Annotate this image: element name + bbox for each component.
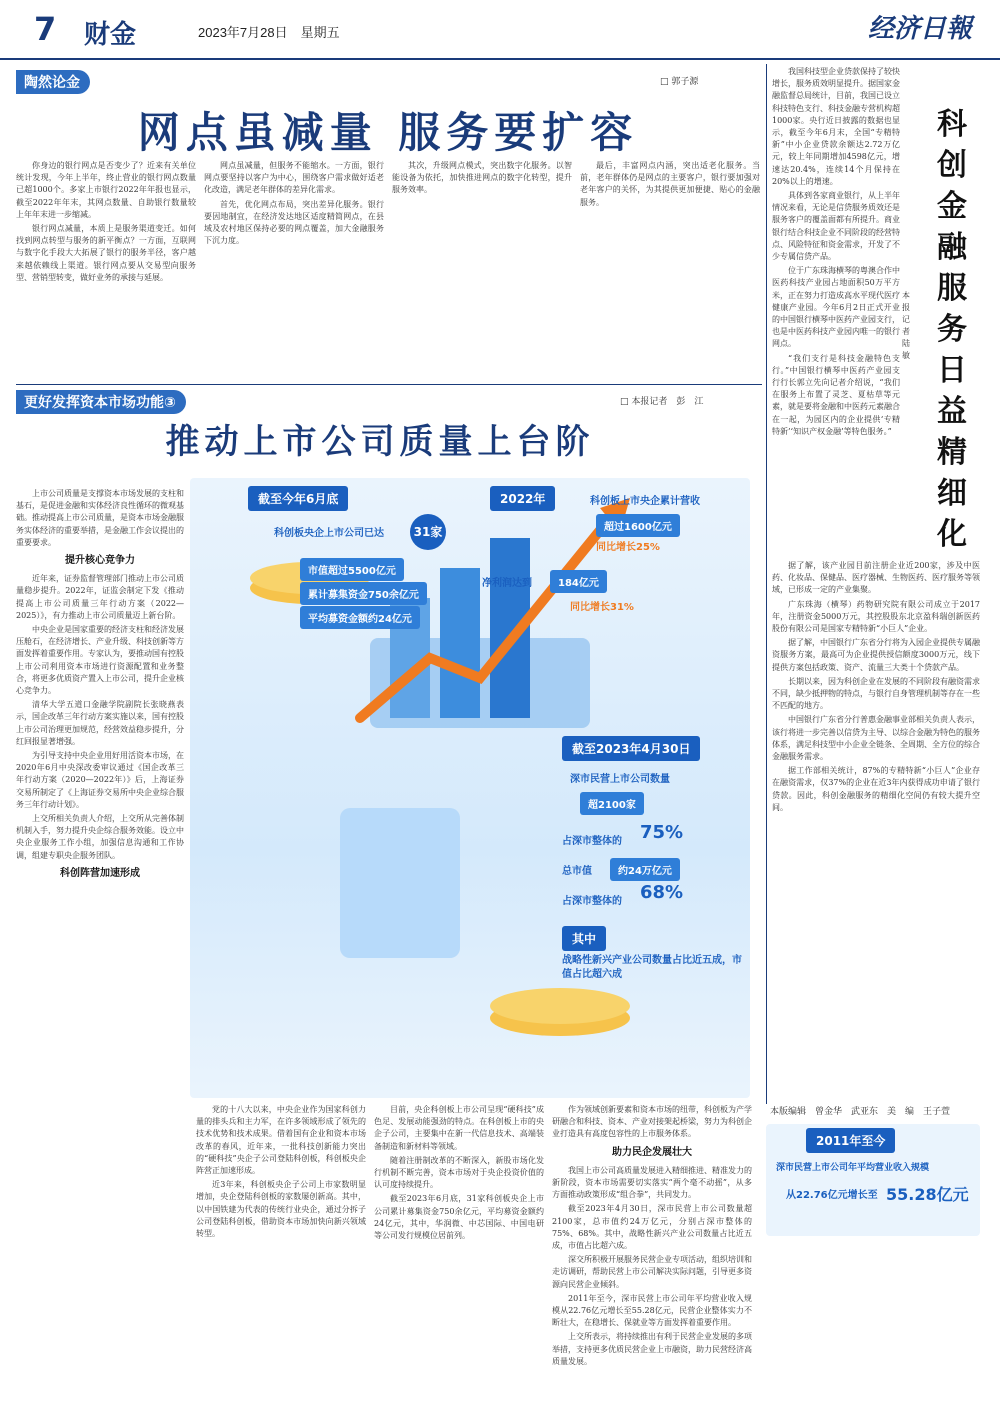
article2-paragraph: 清华大学五道口金融学院副院长张晓燕表示，国企改革三年行动方案实施以来，国有控股上市公司治理更加规范，经营效益稳步提升，分红回报显著增强。 <box>16 700 184 746</box>
page-number: 7 <box>34 10 57 48</box>
article2-paragraph: 中央企业是国家重要的经济支柱和经济发展压舱石，在经济增长、产业升级、科技创新等方面发挥着重要作用。专家认为，要推动国有控股上市公司利用资本市场进行资源配置和业务整合，将更多优质资产置入上市公司，提升企业核心竞争力。 <box>16 625 184 696</box>
panel2-growth: 同比增长25% <box>596 542 660 553</box>
panel3-note: 战略性新兴产业公司数量占比近五成，市值占比超六成 <box>562 955 742 980</box>
subheading: 科创阵营加速形成 <box>60 867 140 879</box>
article1-col4 <box>580 160 760 382</box>
sidebar-paragraph: “我们支行是科技金融特色支行。”中国银行横琴中医药产业园支行行长郭立先向记者介绍说，“我们在服务上布置了灵芝、夏枯草等元素，就是要将金融和中医药元素融合在一起，为园区内的企业提供‘专精特新’‘知识产权金融’等特色服务。” <box>772 353 900 436</box>
paper-logo: 经济日報 <box>867 14 972 44</box>
infographic-illustration <box>190 478 750 1098</box>
bottom-infographic <box>766 1124 980 1236</box>
article2-paragraph: 近年来，证券监督管理部门推动上市公司质量稳步提升。2022年，证监会制定下发《推动提高上市公司质量三年行动方案（2022—2025）》，有力推动上市公司质量迈上新台阶。 <box>16 574 184 620</box>
article2-paragraph: 2011年至今，深市民营上市公司年平均营业收入规模从22.76亿元增长至55.28亿元，民营企业整体实力不断壮大，在稳增长、保就业等方面发挥着重要作用。 <box>552 1293 752 1328</box>
article2-paragraph: 随着注册制改革的不断深入，新股市场化发行机制不断完善，资本市场对于央企投资价值的认可度持续提升。 <box>374 1155 544 1190</box>
article1-col2 <box>204 160 384 382</box>
bottom-from: 从22.76亿元增长至 <box>786 1190 878 1201</box>
article2-col4 <box>552 1104 752 1408</box>
article1-paragraph: 你身边的银行网点是否变少了？近来有关单位统计发现，今年上半年，终止营业的银行网点数量已超1000个。多家上市银行2022年年报也显示，截至2022年年末，其网点数量、自助银行数量较上年年末进一步缩减。 <box>16 161 196 219</box>
article2-paragraph: 我国上市公司高质量发展进入精细推进、精准发力的新阶段，资本市场需要切实落实“两个毫不动摇”，从多方面推动政策形成“组合拳”，共同发力。 <box>552 1165 752 1200</box>
article2-paragraph: 截至2023年4月30日，深市民营上市公司数量超2100家，总市值约24万亿元，分别占深市整体的75%、68%。其中，战略性新兴产业公司数量占比近五成，市值占比超六成。 <box>552 1204 752 1251</box>
article2-paragraph: 深交所积极开展服务民营企业专项活动，组织培训和走访调研，帮助民营上市公司解决实际问题，引导更多资源向民营企业倾斜。 <box>552 1255 752 1289</box>
bottom-label: 深市民营上市公司年平均营业收入规模 <box>776 1163 930 1173</box>
article1-paragraph: 其次，升级网点模式，突出数字化服务。以智能设备为依托，加快推进网点的数字化转型，提升服务效率。 <box>392 161 572 195</box>
panel1-tag: 截至今年6月底 <box>248 486 348 511</box>
article1-paragraph: 银行网点减量，本质上是服务渠道变迁。如何找到网点转型与服务的新平衡点？一方面，互联网与数字化手段大大拓展了银行的服务半径，客户越来越依赖线上渠道。银行网点要从交易型向服务型、营销型转变，做好业务的承接与延展。 <box>16 224 196 282</box>
article2-paragraph: 为引导支持中央企业用好用活资本市场，在2020年6月中央深改委审议通过《国企改革三年行动方案（2020—2022年）》后，上海证券交易所制定了《上海证券交易所中央企业综合服务三年行动计划》。 <box>16 751 184 809</box>
section-title: 财金 <box>84 20 137 50</box>
panel2-growth: 同比增长31% <box>570 602 634 613</box>
article1-paragraph: 最后，丰富网点内涵，突出适老化服务。当前，老年群体仍是网点的主要客户，银行要加强对老年客户的关怀，为其提供更加便捷、贴心的金融服务。 <box>580 161 760 207</box>
article2-paragraph: 截至2023年6月底，31家科创板央企上市公司累计募集资金750余亿元，平均募资金额约24亿元，其中，华润微、中芯国际、中国电研等公司发行规模位居前列。 <box>374 1194 544 1241</box>
sidebar-byline: 本报记者 陆 敏 <box>902 291 918 360</box>
subheading: 助力民企发展壮大 <box>612 1146 692 1158</box>
panel1-count: 31家 <box>410 514 446 550</box>
panel1-label: 科创板央企上市公司已达 <box>274 528 384 539</box>
sidebar-paragraph: 具体到各家商业银行，从上半年情况来看，无论是信贷服务质效还是服务客户的覆盖面都有所提升。商业银行结合科技企业不同阶段的经营特点、风险特征和资金需求，开发了不少专属信贷产品。 <box>772 191 900 262</box>
panel1-item: 累计募集资金750余亿元 <box>300 582 427 605</box>
bottom-to: 55.28亿元 <box>886 1185 969 1204</box>
panel3-mv-label: 总市值 <box>562 866 592 877</box>
masthead <box>0 0 1000 60</box>
sidebar-paragraph: 长期以来，因为科创企业在发展的不同阶段有融资需求不同，缺少抵押物的特点，与银行自身管理机制等存在一些不匹配的地方。 <box>772 676 980 711</box>
article1-paragraph: 首先，优化网点布局，突出差异化服务。银行要因地制宜，在经济发达地区适度精简网点，在县域及农村地区保持必要的网点覆盖，加大金融服务下沉力度。 <box>204 199 384 246</box>
panel3-share-label: 占深市整体的 <box>562 836 622 847</box>
panel2-tag: 2022年 <box>490 486 555 511</box>
bottom-tag: 2011年至今 <box>806 1128 895 1153</box>
editor-credit: 本版编辑 曾金华 武亚东 美 编 王子萱 <box>770 1107 951 1117</box>
article2-paragraph: 党的十八大以来，中央企业作为国家科创力量的排头兵和主力军，在许多领域形成了领先的技术优势和技术成果。借着国有企业和资本市场改革的春风，近年来，一批科技创新能力突出的“硬科技”央企子公司登陆科创板，科创板央企阵营正加速形成。 <box>196 1105 366 1176</box>
sidebar-paragraph: 我国科技型企业贷款保持了较快增长，服务质效明显提升。据国家金融监督总局统计，目前，我国已设立科技特色支行、科技金融专营机构超1000家。央行近日披露的数据也显示，截至今年6月末，全国“专精特新”中小企业贷款余额达2.72万亿元，较上年同期增加4598亿元，增速达20.4%，连续14个月保持在20%以上的增速。 <box>772 67 900 186</box>
article2-paragraph: 上交所表示，将持续推出有利于民营企业发展的多项举措，支持更多优质民营企业上市融资，助力民营经济高质量发展。 <box>552 1332 752 1366</box>
article1-col1 <box>16 160 196 382</box>
article2-lead: 上市公司质量是支撑资本市场发展的支柱和基石，是促进金融和实体经济良性循环的微观基础。推动提高上市公司质量，是资本市场金融服务实体经济的重要举措，是金融工作会议提出的重要要求。 <box>16 489 184 547</box>
panel3-note-tag: 其中 <box>562 926 606 951</box>
sidebar-paragraph: 位于广东珠海横琴的粤澳合作中医药科技产业园占地面积50万平方米，正在努力打造成高水平现代医疗健康产业园。今年6月2日正式开业的中国银行横琴中医药产业园支行，也是中医药科技产业园内唯一的银行网点。 <box>772 266 900 349</box>
panel2-value: 超过1600亿元 <box>596 514 680 537</box>
article2-paragraph: 上交所相关负责人介绍，上交所从完善体制机制入手，努力提升央企综合服务效能。设立中央企业服务工作小组，加强信息沟通和工作协调，组建专职央企服务团队。 <box>16 814 184 860</box>
article2-paragraph: 目前，央企科创板上市公司呈现“硬科技”成色足、发展动能强劲的特点。在科创板上市的央企子公司，主要集中在新一代信息技术、高端装备制造和新材料等领域。 <box>374 1105 544 1151</box>
panel3-count: 超2100家 <box>580 792 644 815</box>
panel2-value: 184亿元 <box>550 570 607 593</box>
article2-kicker: 更好发挥资本市场功能③ <box>16 390 186 414</box>
infographic <box>190 478 750 1098</box>
sidebar-divider <box>766 64 767 1104</box>
sidebar-paragraph: 据工作部相关统计，87%的专精特新“小巨人”企业存在融资需求，仅37%的企业在近3年内获得成功申请了银行贷款。因此，科创金融服务的精细化空间仍有较大提升空间。 <box>772 766 980 812</box>
divider <box>16 384 762 385</box>
article1-paragraph: 网点虽减量，但服务不能缩水。一方面，银行网点要坚持以客户为中心，围绕客户需求做好适老化改造，满足老年群体的差异化需求。 <box>204 161 384 195</box>
panel3-share-label: 占深市整体的 <box>562 896 622 907</box>
sidebar-paragraph: 中国银行广东省分行普惠金融事业部相关负责人表示，该行将进一步完善以信贷为主导、以综合金融为特色的服务体系，满足科技型中小企业全链条、全周期、全方位的综合金融服务需求。 <box>772 715 980 762</box>
panel1-item: 市值超过5500亿元 <box>300 558 404 581</box>
sidebar-paragraph: 广东珠海（横琴）药物研究院有限公司成立于2017年，注册资金5000万元，其控股股东北京盈科瑞创新医药股份有限公司是国家专精特新“小巨人”企业。 <box>772 599 980 634</box>
article2-col1 <box>16 488 184 1408</box>
panel3-share: 68% <box>640 882 684 903</box>
panel3-mv: 约24万亿元 <box>610 858 680 881</box>
panel3-label: 深市民营上市公司数量 <box>570 774 670 785</box>
issue-date: 2023年7月28日 星期五 <box>198 25 340 40</box>
panel3-share: 75% <box>640 822 684 843</box>
article2-paragraph: 作为领域创新要素和资本市场的纽带，科创板为产学研融合和科技、资本、产业对接架起桥梁，努力为科创企业打造具有高度包容性的上市服务体系。 <box>552 1105 752 1139</box>
article2-headline: 推动上市公司质量上台阶 <box>165 422 595 462</box>
panel2-label: 科创板上市央企累计营收 <box>590 496 700 507</box>
panel3-tag: 截至2023年4月30日 <box>562 736 700 761</box>
article2-byline: □ 本报记者 彭 江 <box>620 397 704 407</box>
article1-byline: □ 郭子源 <box>660 77 699 87</box>
sidebar-headline: 科创金融服务日益精细化 <box>937 107 967 552</box>
article1-kicker: 陶然论金 <box>16 70 90 94</box>
panel1-item: 平均募资金额约24亿元 <box>300 606 420 629</box>
sidebar-paragraph: 据了解，该产业园目前注册企业近200家，涉及中医药、化妆品、保健品、医疗器械、生物医药、医疗服务等领域，已形成一定的产业集聚。 <box>772 561 980 595</box>
sidebar-paragraph: 据了解，中国银行广东省分行将为入园企业提供专属融资服务方案，最高可为企业提供授信额度3000万元，线下提供方案包括政策、资产、流量三大类十个贷款产品。 <box>772 638 980 672</box>
panel2-label2: 净利润达到 <box>482 578 532 589</box>
article1-headline: 网点虽减量 服务要扩容 <box>137 108 639 157</box>
sidebar-col-wide <box>772 560 980 1100</box>
article2-col2 <box>196 1104 366 1408</box>
article2-paragraph: 近3年来，科创板央企子公司上市家数明显增加，央企登陆科创板的家数屡创新高。其中，以中国铁建为代表的传统行业央企，通过分拆子公司登陆科创板，借助资本市场加快向新兴领域转型。 <box>196 1180 366 1239</box>
article1-col3 <box>392 160 572 382</box>
subheading: 提升核心竞争力 <box>65 555 135 567</box>
article2-col3 <box>374 1104 544 1408</box>
